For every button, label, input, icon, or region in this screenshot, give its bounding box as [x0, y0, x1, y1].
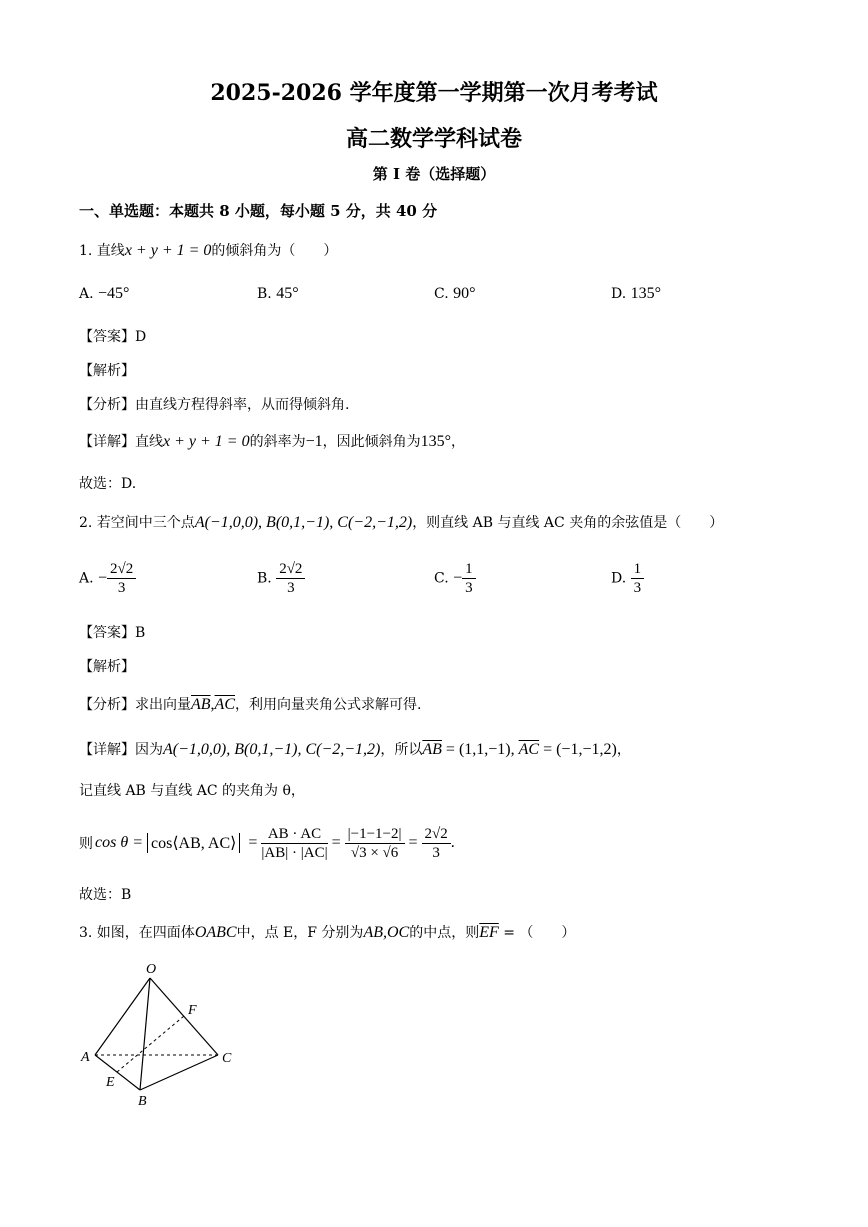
exam-subtitle: 高二数学学科试卷: [345, 126, 522, 152]
q1-detail: 【详解】直线x + y + 1 = 0的斜率为−1，因此倾斜角为135°，: [79, 433, 466, 450]
tetrahedron-figure: [70, 955, 250, 1110]
part-title: 第 I 卷（选择题）: [372, 165, 496, 183]
q2-analysis: 【解析】: [79, 659, 135, 675]
edge-ab: [95, 1055, 140, 1090]
q2-detail: 【详解】因为A(−1,0,0), B(0,1,−1), C(−2,−1,2)，所以$\overline{AB} = (1,1,-1)$, $\overline{AC} = (-1,-1,2)$，: [79, 741, 631, 758]
label-e: E: [106, 1075, 115, 1090]
edge-oa: [95, 978, 150, 1055]
q2-option-c: C. − $\frac{1}{3}$: [434, 560, 476, 597]
q2-choice: 故选：B: [79, 887, 132, 903]
q1-option-c: C. 90°: [434, 285, 476, 302]
exam-title: 2025-2026 学年度第一学期第一次月考考试: [210, 80, 658, 106]
q1-option-d: D. 135°: [611, 285, 662, 302]
q2-option-b: B. $\frac{2√2}{3}$: [257, 560, 305, 597]
edge-oc: [150, 978, 218, 1055]
section-heading: 一、单选题：本题共 8 小题，每小题 5 分，共 40 分: [79, 202, 438, 220]
q2-cosine-formula: 则 cos θ = cos⟨AB, AC⟩ = $\frac{AB \cdot AC}{|AB| \cdot |AC|}$ = $\frac{|-1-1-2|}{√3 \times √6}$ = $\frac{2√2}{3}$ .: [79, 825, 455, 861]
q1-option-a: A. −45°: [79, 285, 130, 302]
q1-answer: 【答案】D: [79, 329, 147, 345]
q1-fenxi: 【分析】由直线方程得斜率，从而得倾斜角.: [79, 397, 350, 413]
label-f: F: [188, 1003, 197, 1018]
q1-option-b: B. 45°: [257, 285, 299, 302]
question-2: 2. 若空间中三个点A(−1,0,0), B(0,1,−1), C(−2,−1,2)，则直线 AB 与直线 AC 夹角的余弦值是（ ）: [79, 514, 724, 531]
question-1: 1. 直线x + y + 1 = 0的倾斜角为（ ）: [79, 242, 338, 259]
segment-ef: [117, 1016, 184, 1072]
label-o: O: [146, 962, 157, 977]
label-c: C: [222, 1051, 232, 1066]
q1-choice: 故选：D.: [79, 476, 137, 492]
q2-answer: 【答案】B: [79, 625, 146, 641]
q2-option-d: D. $\frac{1}{3}$: [611, 560, 644, 597]
edge-ob: [140, 978, 150, 1090]
label-b: B: [138, 1094, 147, 1109]
q2-fenxi: 【分析】求出向量$\overline{AB},\overline{AC}$，利用向量夹角公式求解可得.: [79, 696, 422, 713]
q1-analysis: 【解析】: [79, 363, 135, 379]
q2-theta: 记直线 AB 与直线 AC 的夹角为 θ，: [79, 783, 305, 799]
edge-bc: [140, 1055, 218, 1090]
label-a: A: [81, 1050, 90, 1065]
question-3: 3. 如图，在四面体OABC中，点 E，F 分别为AB,OC的中点，则$\overline{EF}$ = （ ）: [79, 924, 576, 941]
q1-equation: x + y + 1 = 0: [124, 242, 212, 259]
q2-option-a: A. − $\frac{2√2}{3}$: [79, 560, 136, 597]
